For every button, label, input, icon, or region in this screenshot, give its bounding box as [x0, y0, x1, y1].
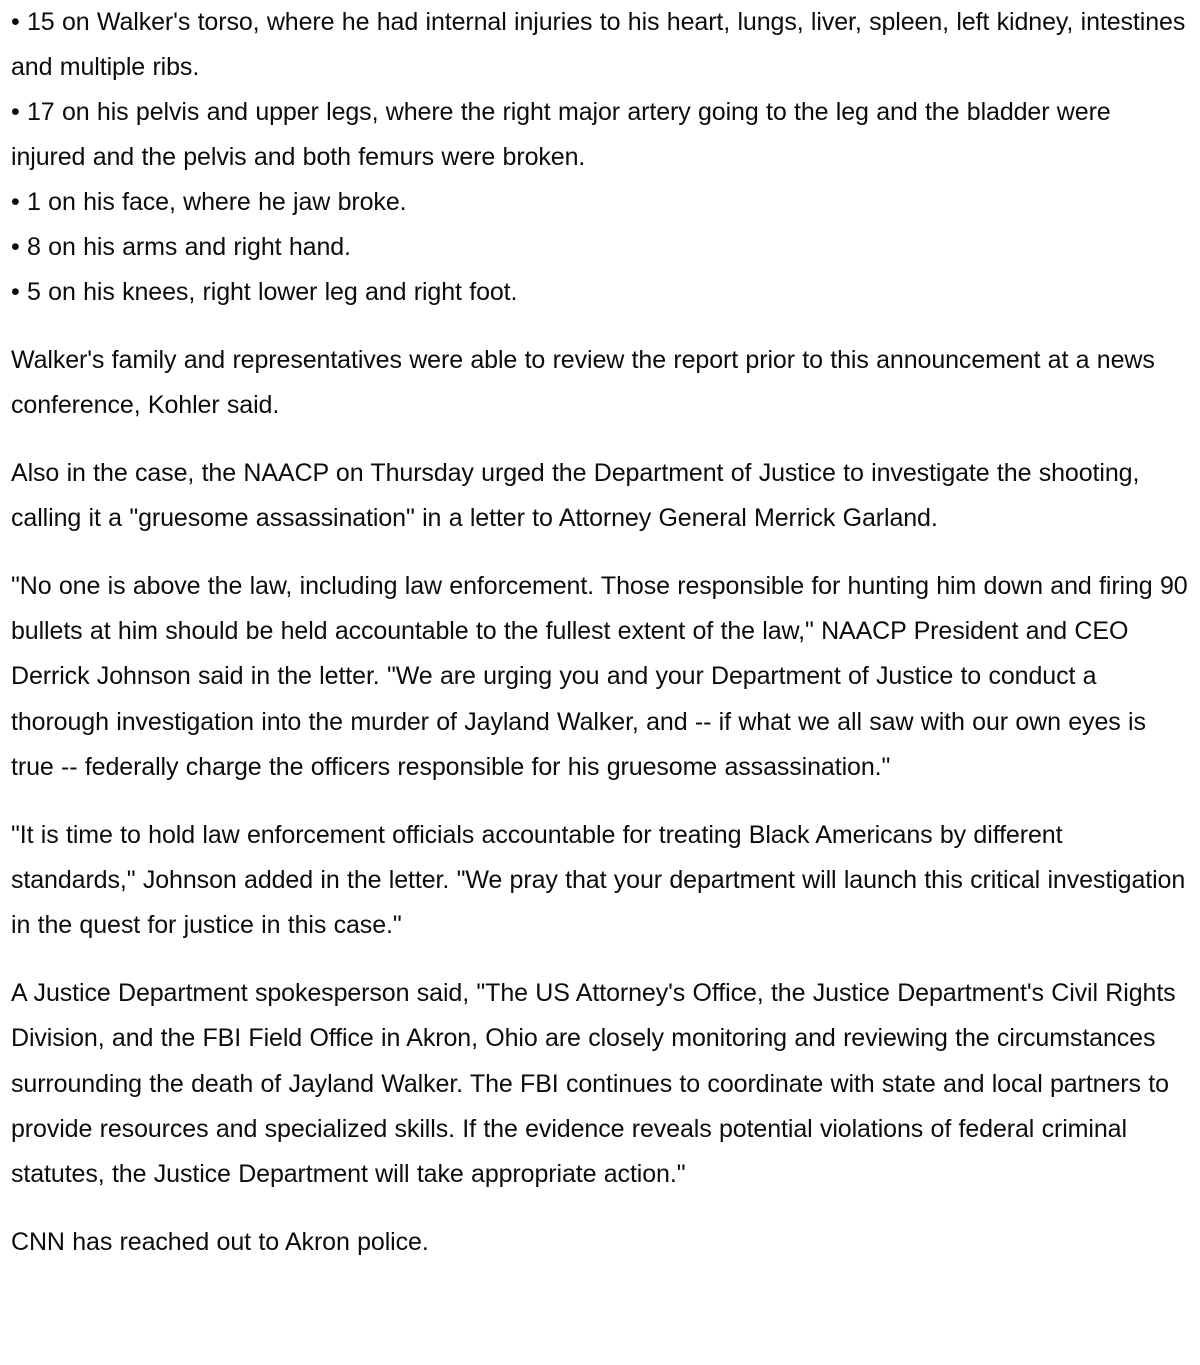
list-item: • 8 on his arms and right hand.	[11, 233, 351, 261]
paragraph: CNN has reached out to Akron police.	[11, 1228, 429, 1257]
list-item: • 5 on his knees, right lower leg and right foot.	[11, 278, 518, 306]
paragraph: A Justice Department spokesperson said, "The US Attorney's Office, the Justice Department's Civil Rights Division, and the FBI Field Office in Akron, Ohio are closely monitoring and reviewing the circumstances surrounding the death of Jayland Walker. The FBI continues to coordinate with state and local partners to provide resources and specialized skills. If the evidence reveals potential violations of federal criminal statutes, the Justice Department will take appropriate action."	[11, 979, 1176, 1189]
paragraph: Also in the case, the NAACP on Thursday urged the Department of Justice to investigate the shooting, calling it a "gruesome assassination" in a letter to Attorney General Merrick Garland.	[11, 458, 1140, 532]
list-item: • 15 on Walker's torso, where he had internal injuries to his heart, lungs, liver, spleen, left kidney, intestines and multiple ribs.	[11, 8, 1186, 81]
paragraph: "No one is above the law, including law enforcement. Those responsible for hunting him down and firing 90 bullets at him should be held accountable to the fullest extent of the law," NAACP President and CEO Derrick Johnson said in the letter. "We are urging you and your Department of Justice to conduct a thorough investigation into the murder of Jayland Walker, and -- if what we all saw with our own eyes is true -- federally charge the officers responsible for his gruesome assassination."	[11, 571, 1188, 781]
article-body	[11, 0, 1191, 1265]
injury-list	[11, 0, 1191, 315]
list-item: • 17 on his pelvis and upper legs, where the right major artery going to the leg and the bladder were injured and the pelvis and both femurs were broken.	[11, 98, 1111, 171]
paragraph: "It is time to hold law enforcement officials accountable for treating Black Americans by different standards," Johnson added in the letter. "We pray that your department will launch this critical investigation in the quest for justice in this case."	[11, 820, 1186, 940]
paragraph: Walker's family and representatives were able to review the report prior to this announcement at a news conference, Kohler said.	[11, 345, 1155, 419]
list-item: • 1 on his face, where he jaw broke.	[11, 188, 407, 216]
